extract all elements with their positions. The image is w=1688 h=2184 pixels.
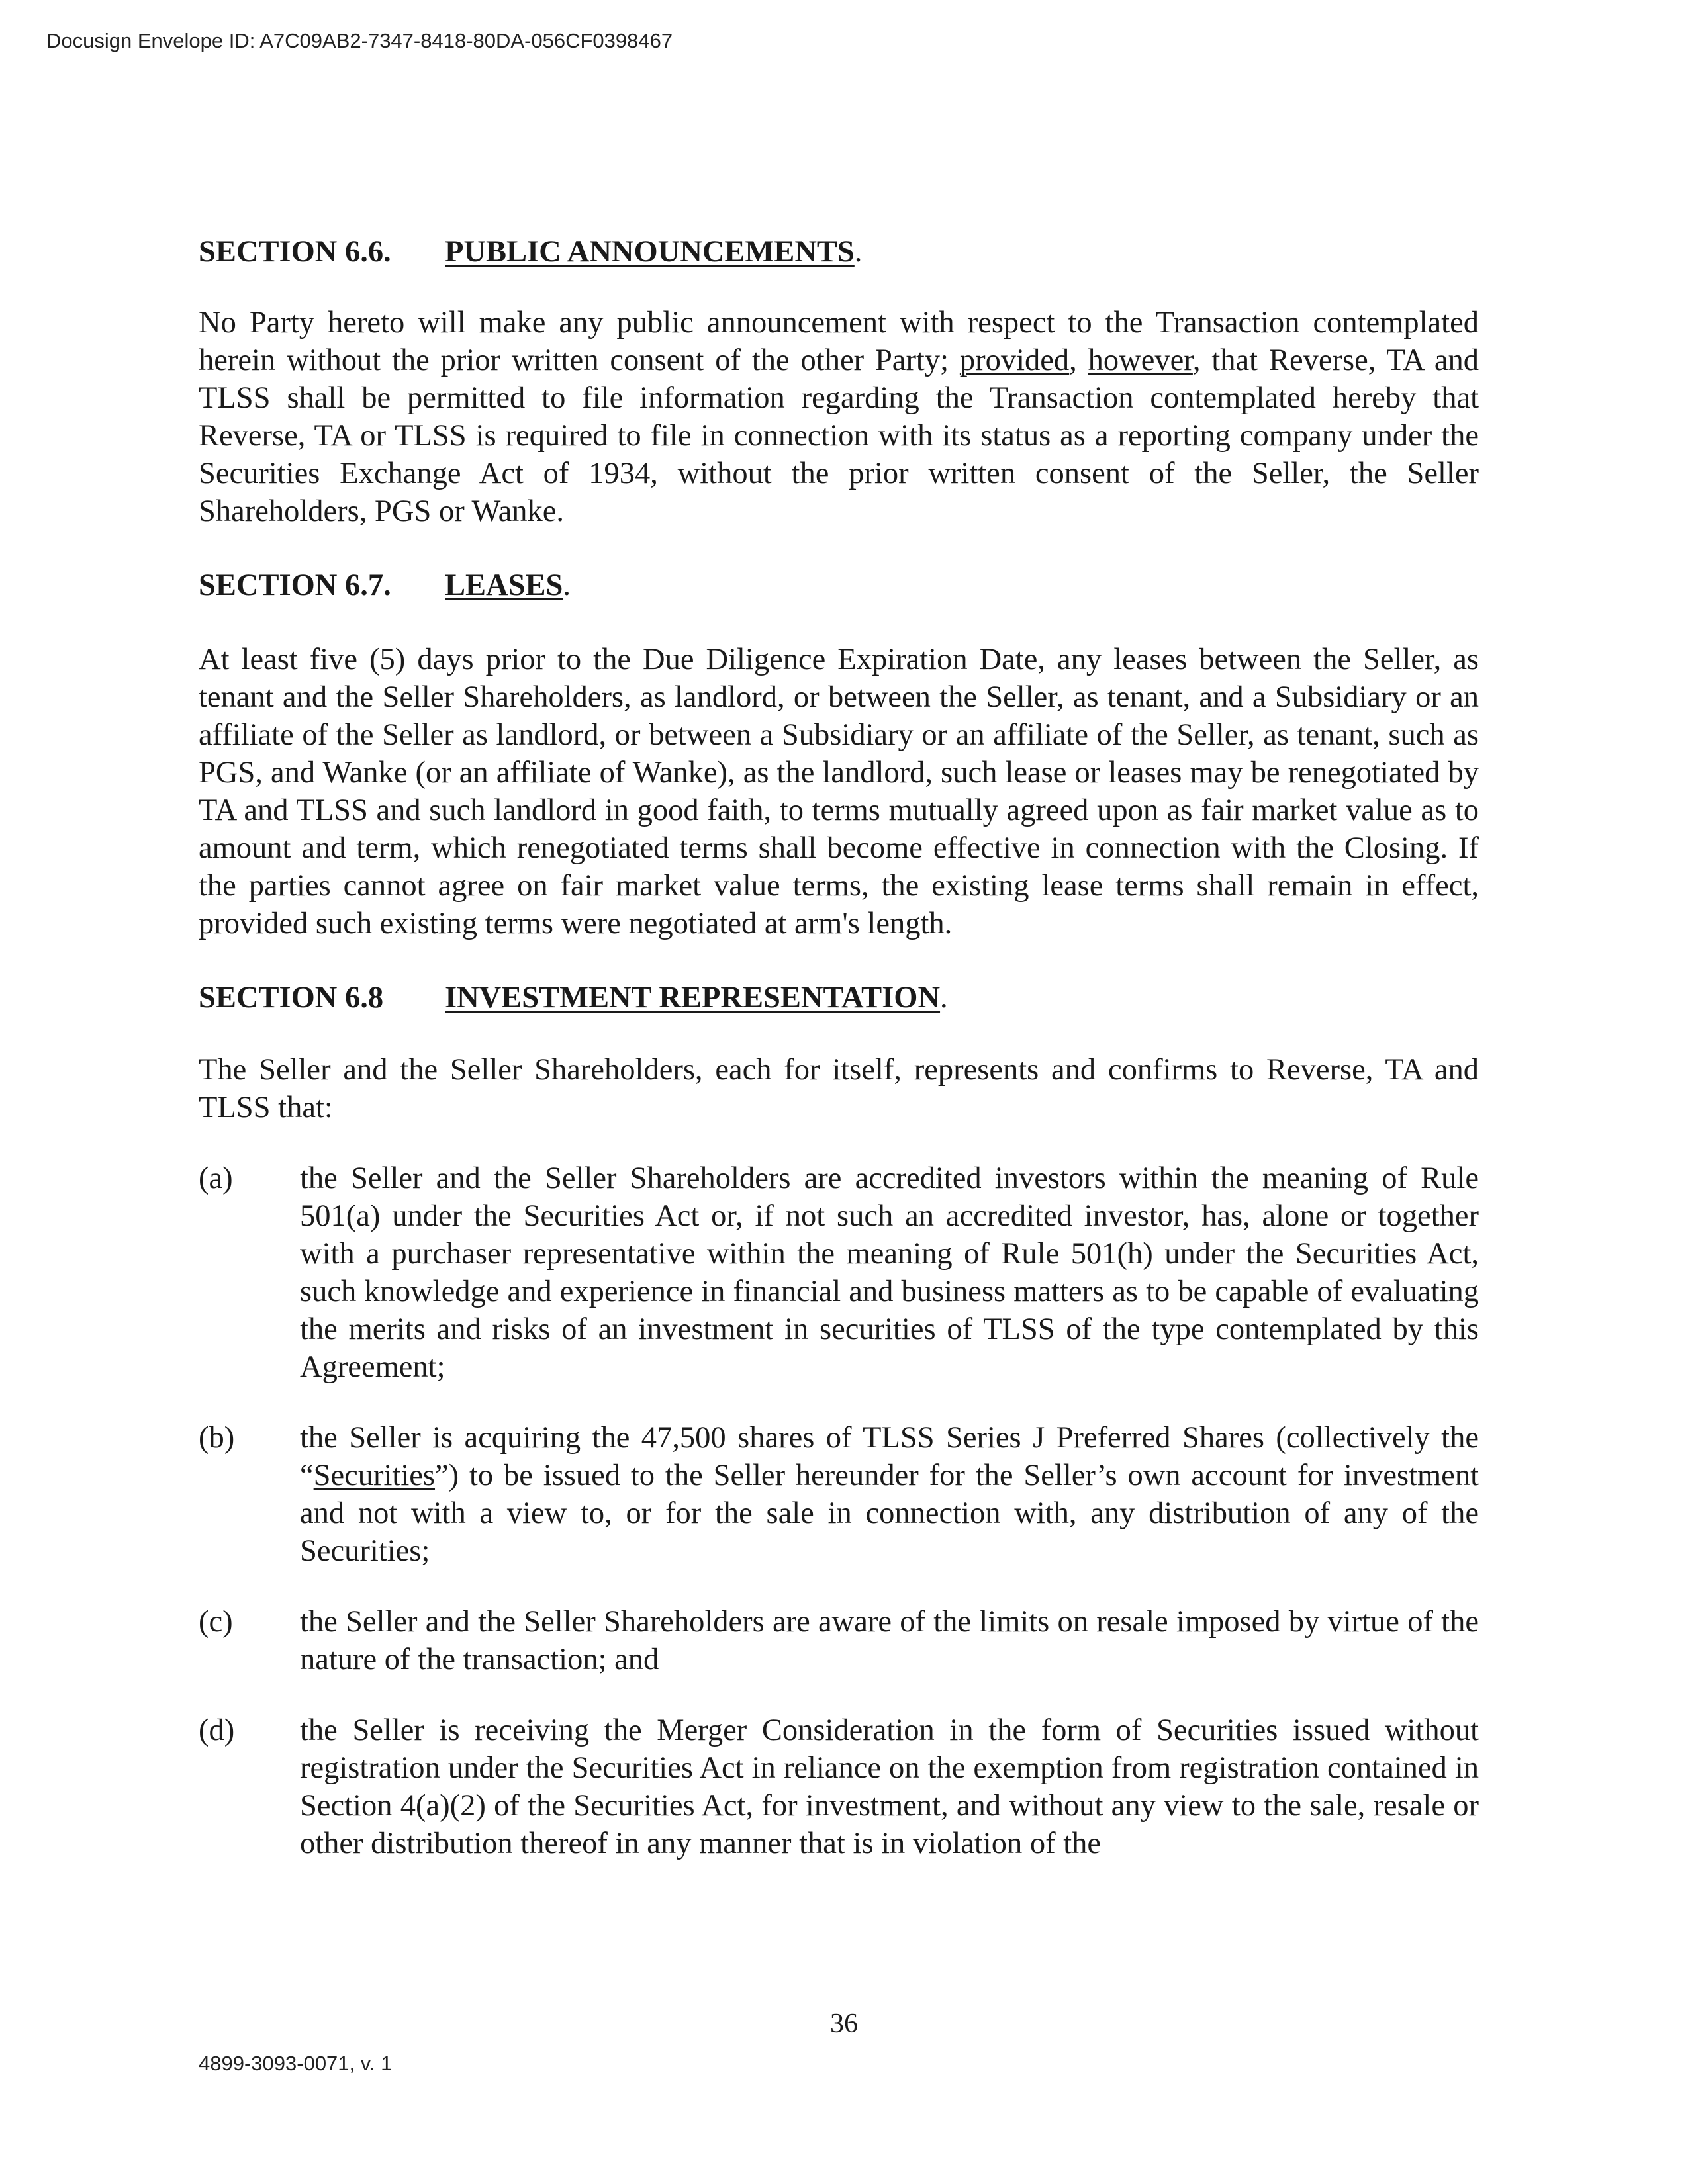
list-item-label: (c) [199,1605,233,1639]
envelope-id: Docusign Envelope ID: A7C09AB2-7347-8418-80DA-056CF0398467 [46,29,673,52]
section-paragraph-6-7: At least five (5) days prior to the Due Diligence Expiration Date, any leases between the Seller, as tenant and the Seller Shareholders, as landlord, or between the Seller, as tenant, and a Subsidiary or an affiliate of the Seller as landlord, or between a Subsidiary or an affiliate of the Seller, as tenant, such as PGS, and Wanke (or an affiliate of Wanke), as the landlord, such lease or leases may be renegotiated by TA and TLSS and such landlord in good faith, to terms mutually agreed upon as fair market value as to amount and term, which renegotiated terms shall become effective in connection with the Closing. If the parties cannot agree on fair market value terms, the existing lease terms shall remain in effect, provided such existing terms were negotiated at arm's length. [199,643,1479,940]
section-heading-6-6: SECTION 6.6. PUBLIC ANNOUNCEMENTS. [199,233,1479,271]
section-heading-6-7: SECTION 6.7. LEASES. [199,567,1479,604]
list-item-label: (a) [199,1161,233,1195]
document-body [199,233,1479,1862]
term-provided: provided [959,343,1070,377]
list-item-a [199,1160,1479,1386]
section-paragraph-6-6: No Party hereto will make any public announcement with respect to the Transaction contemplated herein without the prior written consent of the other Party; provided, however, that Reverse, TA and TLSS shall be permitted to file information regarding the Transaction contemplated hereby that Reverse, TA or TLSS is required to file in connection with its status as a reporting company under the Securities Exchange Act of 1934, without the prior written consent of the Seller, the Seller Shareholders, PGS or Wanke. [199,306,1479,528]
section-title: LEASES [445,569,563,602]
list-item-text: the Seller is acquiring the 47,500 shares of TLSS Series J Preferred Shares (collectively the “Securities”) to be issued to the Seller hereunder for the Seller’s own account for investment and not with a view to, or for the sale in connection with, any distribution of any of the Securities; [300,1421,1479,1568]
list-item-b [199,1419,1479,1570]
list-item-text: the Seller is receiving the Merger Consideration in the form of Securities issued without registration under the Securities Act in reliance on the exemption from registration contained in Section 4(a)(2) of the Securities Act, for investment, and without any view to the sale, resale or other distribution thereof in any manner that is in violation of the [300,1713,1479,1860]
list-item-label: (b) [199,1421,235,1455]
section-title: INVESTMENT REPRESENTATION [445,981,941,1015]
list-item-text: the Seller and the Seller Shareholders are accredited investors within the meaning of Rule 501(a) under the Securities Act or, if not such an accredited investor, has, alone or together with a purchaser representative within the meaning of Rule 501(h) under the Securities Act, such knowledge and experience in financial and business matters as to be capable of evaluating the merits and risks of an investment in securities of TLSS of the type contemplated by this Agreement; [300,1161,1479,1384]
section-number: SECTION 6.7. [199,569,391,602]
section-title: PUBLIC ANNOUNCEMENTS [445,235,855,269]
section-paragraph-6-8: The Seller and the Seller Shareholders, each for itself, represents and confirms to Reverse, TA and TLSS that: [199,1053,1479,1124]
page-number: 36 [830,2009,858,2039]
list-item-text: the Seller and the Seller Shareholders are aware of the limits on resale imposed by virtue of the nature of the transaction; and [300,1605,1479,1676]
section-number: SECTION 6.6. [199,235,391,269]
list-item-c [199,1603,1479,1678]
list-item-label: (d) [199,1713,235,1747]
section-number: SECTION 6.8 [199,981,384,1015]
term-however: however [1088,343,1193,377]
list-item-d [199,1711,1479,1862]
document-id: 4899-3093-0071, v. 1 [199,2052,393,2075]
defined-term-securities: Securities [313,1459,436,1492]
section-heading-6-8: SECTION 6.8 INVESTMENT REPRESENTATION. [199,979,1479,1017]
